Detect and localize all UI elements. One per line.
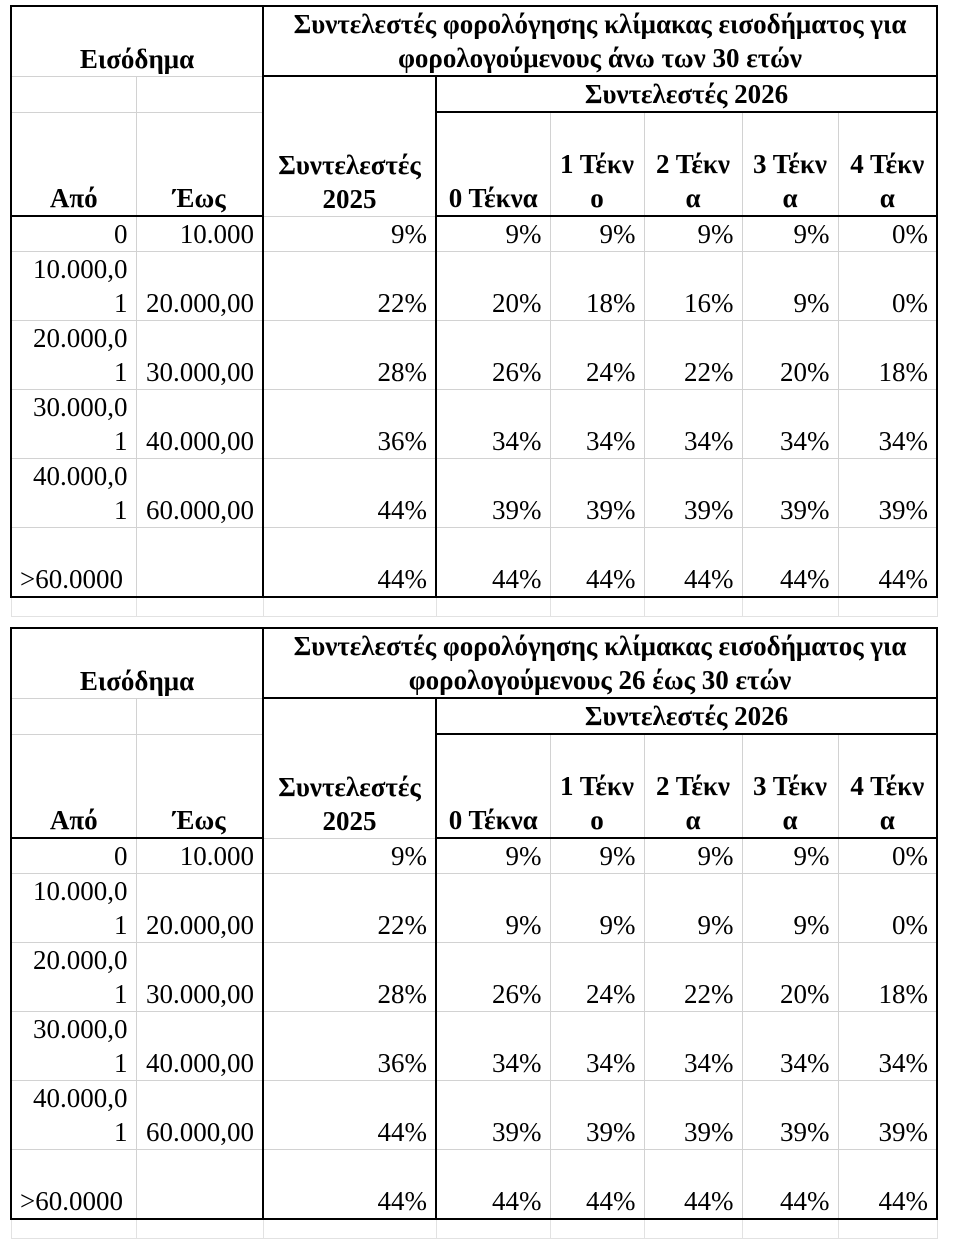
income-to-cell: 10.000: [136, 838, 263, 874]
children-3-header: 3 Τέκνα: [742, 734, 838, 838]
empty-cell: [136, 698, 263, 734]
rate-2026-children-0-cell: 44%: [436, 528, 550, 598]
rate-2025-cell: 44%: [263, 1081, 436, 1150]
rate-2026-children-4-cell: 34%: [838, 1012, 937, 1081]
filler-row: [11, 597, 937, 617]
table-row: [11, 943, 937, 1012]
rate-2026-children-4-cell: 34%: [838, 390, 937, 459]
rate-2025-cell: 36%: [263, 390, 436, 459]
empty-cell: [136, 597, 263, 617]
from-header: Από: [11, 734, 136, 838]
income-to-cell: [136, 528, 263, 598]
income-from-cell: 0: [11, 216, 136, 252]
rate-2026-children-3-cell: 9%: [742, 874, 838, 943]
tax-rate-table-over-30: [10, 5, 938, 617]
income-from-cell: 20.000,01: [11, 943, 136, 1012]
rate-2026-children-1-cell: 9%: [550, 874, 644, 943]
table-row: [11, 252, 937, 321]
empty-cell: [11, 1219, 136, 1239]
rate-2026-children-2-cell: 9%: [644, 216, 742, 252]
rate-2026-children-3-cell: 44%: [742, 528, 838, 598]
income-from-cell: 40.000,01: [11, 459, 136, 528]
rate-2026-children-0-cell: 9%: [436, 216, 550, 252]
rate-2026-children-0-cell: 44%: [436, 1150, 550, 1220]
rate-2026-children-4-cell: 44%: [838, 528, 937, 598]
rate-2026-children-2-cell: 44%: [644, 528, 742, 598]
header-row-columns: [11, 112, 937, 216]
rate-2026-children-1-cell: 24%: [550, 321, 644, 390]
rate-2026-children-2-cell: 34%: [644, 1012, 742, 1081]
rates-2026-header: Συντελεστές 2026: [436, 698, 937, 734]
rate-2026-children-1-cell: 9%: [550, 838, 644, 874]
rate-2026-children-0-cell: 39%: [436, 1081, 550, 1150]
empty-cell: [644, 1219, 742, 1239]
income-to-cell: 30.000,00: [136, 943, 263, 1012]
children-0-header: 0 Τέκνα: [436, 734, 550, 838]
rate-2025-cell: 9%: [263, 216, 436, 252]
table-body: [11, 6, 937, 617]
filler-row: [11, 1219, 937, 1239]
rate-2026-children-3-cell: 44%: [742, 1150, 838, 1220]
rate-2026-children-3-cell: 34%: [742, 390, 838, 459]
empty-cell: [550, 597, 644, 617]
rate-2026-children-0-cell: 20%: [436, 252, 550, 321]
rate-2025-cell: 44%: [263, 1150, 436, 1220]
rate-2026-children-1-cell: 24%: [550, 943, 644, 1012]
rate-2026-children-4-cell: 0%: [838, 216, 937, 252]
rate-2026-children-2-cell: 39%: [644, 1081, 742, 1150]
header-row-title: [11, 628, 937, 698]
rate-2026-children-1-cell: 34%: [550, 390, 644, 459]
table-row: [11, 390, 937, 459]
rate-2026-children-3-cell: 39%: [742, 459, 838, 528]
rate-2026-children-1-cell: 44%: [550, 528, 644, 598]
income-from-cell: 10.000,01: [11, 252, 136, 321]
income-from-cell: 30.000,01: [11, 1012, 136, 1081]
income-to-cell: 30.000,00: [136, 321, 263, 390]
rate-2026-children-1-cell: 44%: [550, 1150, 644, 1220]
children-1-header: 1 Τέκνο: [550, 734, 644, 838]
empty-cell: [644, 597, 742, 617]
rate-2026-children-3-cell: 20%: [742, 943, 838, 1012]
table-row: [11, 1150, 937, 1220]
empty-cell: [838, 597, 937, 617]
from-header: Από: [11, 112, 136, 216]
table-title: Συντελεστές φορολόγησης κλίμακας εισοδήματος για φορολογούμενους άνω των 30 ετών: [263, 6, 937, 76]
rate-2026-children-2-cell: 39%: [644, 459, 742, 528]
rate-2026-children-1-cell: 18%: [550, 252, 644, 321]
empty-cell: [136, 76, 263, 112]
rate-2025-cell: 22%: [263, 252, 436, 321]
empty-cell: [11, 597, 136, 617]
income-to-cell: 40.000,00: [136, 390, 263, 459]
empty-cell: [436, 597, 550, 617]
rate-2025-cell: 44%: [263, 459, 436, 528]
income-header: Εισόδημα: [11, 628, 263, 698]
rate-2026-children-2-cell: 16%: [644, 252, 742, 321]
rate-2026-children-4-cell: 0%: [838, 838, 937, 874]
table-row: [11, 874, 937, 943]
to-header: Έως: [136, 112, 263, 216]
rates-2025-header: Συντελεστές 2025: [263, 76, 436, 216]
rate-2026-children-4-cell: 18%: [838, 943, 937, 1012]
income-to-cell: [136, 1150, 263, 1220]
header-row-years: [11, 76, 937, 112]
income-from-cell: >60.0000: [11, 528, 136, 598]
income-to-cell: 20.000,00: [136, 252, 263, 321]
empty-cell: [263, 1219, 436, 1239]
children-3-header: 3 Τέκνα: [742, 112, 838, 216]
rate-2026-children-2-cell: 22%: [644, 943, 742, 1012]
rate-2026-children-3-cell: 39%: [742, 1081, 838, 1150]
rate-2026-children-2-cell: 22%: [644, 321, 742, 390]
rate-2026-children-4-cell: 0%: [838, 874, 937, 943]
table-row: [11, 1012, 937, 1081]
rate-2026-children-1-cell: 39%: [550, 1081, 644, 1150]
children-4-header: 4 Τέκνα: [838, 112, 937, 216]
rate-2025-cell: 22%: [263, 874, 436, 943]
table-row: [11, 321, 937, 390]
rate-2026-children-3-cell: 34%: [742, 1012, 838, 1081]
income-to-cell: 40.000,00: [136, 1012, 263, 1081]
empty-cell: [742, 1219, 838, 1239]
table-row: [11, 459, 937, 528]
children-2-header: 2 Τέκνα: [644, 112, 742, 216]
children-4-header: 4 Τέκνα: [838, 734, 937, 838]
table-title: Συντελεστές φορολόγησης κλίμακας εισοδήματος για φορολογούμενους 26 έως 30 ετών: [263, 628, 937, 698]
rates-2025-header: Συντελεστές 2025: [263, 698, 436, 838]
header-row-title: [11, 6, 937, 76]
empty-cell: [11, 698, 136, 734]
income-to-cell: 60.000,00: [136, 1081, 263, 1150]
income-from-cell: 20.000,01: [11, 321, 136, 390]
to-header: Έως: [136, 734, 263, 838]
rate-2026-children-2-cell: 34%: [644, 390, 742, 459]
rate-2025-cell: 28%: [263, 943, 436, 1012]
rate-2026-children-0-cell: 34%: [436, 1012, 550, 1081]
rate-2026-children-0-cell: 39%: [436, 459, 550, 528]
rate-2026-children-3-cell: 9%: [742, 252, 838, 321]
table-row: [11, 216, 937, 252]
empty-cell: [263, 597, 436, 617]
rate-2026-children-3-cell: 20%: [742, 321, 838, 390]
empty-cell: [11, 76, 136, 112]
table-row: [11, 838, 937, 874]
income-header: Εισόδημα: [11, 6, 263, 76]
children-1-header: 1 Τέκνο: [550, 112, 644, 216]
rate-2026-children-2-cell: 9%: [644, 874, 742, 943]
rate-2026-children-4-cell: 0%: [838, 252, 937, 321]
income-from-cell: 10.000,01: [11, 874, 136, 943]
table-body: [11, 628, 937, 1239]
empty-cell: [436, 1219, 550, 1239]
children-2-header: 2 Τέκνα: [644, 734, 742, 838]
header-row-columns: [11, 734, 937, 838]
rate-2025-cell: 9%: [263, 838, 436, 874]
rate-2026-children-1-cell: 34%: [550, 1012, 644, 1081]
table-row: [11, 528, 937, 598]
income-from-cell: >60.0000: [11, 1150, 136, 1220]
tax-rate-table-26-to-30: [10, 627, 938, 1239]
income-from-cell: 30.000,01: [11, 390, 136, 459]
rate-2026-children-4-cell: 44%: [838, 1150, 937, 1220]
rate-2026-children-4-cell: 39%: [838, 1081, 937, 1150]
rate-2025-cell: 36%: [263, 1012, 436, 1081]
empty-cell: [742, 597, 838, 617]
empty-cell: [838, 1219, 937, 1239]
rate-2026-children-4-cell: 39%: [838, 459, 937, 528]
rate-2026-children-2-cell: 9%: [644, 838, 742, 874]
rate-2026-children-4-cell: 18%: [838, 321, 937, 390]
children-0-header: 0 Τέκνα: [436, 112, 550, 216]
rate-2026-children-1-cell: 9%: [550, 216, 644, 252]
rate-2026-children-0-cell: 9%: [436, 874, 550, 943]
rate-2026-children-0-cell: 26%: [436, 943, 550, 1012]
empty-cell: [136, 1219, 263, 1239]
rate-2026-children-0-cell: 26%: [436, 321, 550, 390]
rate-2026-children-3-cell: 9%: [742, 838, 838, 874]
income-to-cell: 10.000: [136, 216, 263, 252]
table-row: [11, 1081, 937, 1150]
header-row-years: [11, 698, 937, 734]
rate-2026-children-2-cell: 44%: [644, 1150, 742, 1220]
rate-2025-cell: 28%: [263, 321, 436, 390]
income-from-cell: 0: [11, 838, 136, 874]
income-to-cell: 60.000,00: [136, 459, 263, 528]
rate-2026-children-3-cell: 9%: [742, 216, 838, 252]
empty-cell: [550, 1219, 644, 1239]
rate-2026-children-0-cell: 34%: [436, 390, 550, 459]
rate-2026-children-1-cell: 39%: [550, 459, 644, 528]
income-from-cell: 40.000,01: [11, 1081, 136, 1150]
rate-2026-children-0-cell: 9%: [436, 838, 550, 874]
rate-2025-cell: 44%: [263, 528, 436, 598]
income-to-cell: 20.000,00: [136, 874, 263, 943]
rates-2026-header: Συντελεστές 2026: [436, 76, 937, 112]
